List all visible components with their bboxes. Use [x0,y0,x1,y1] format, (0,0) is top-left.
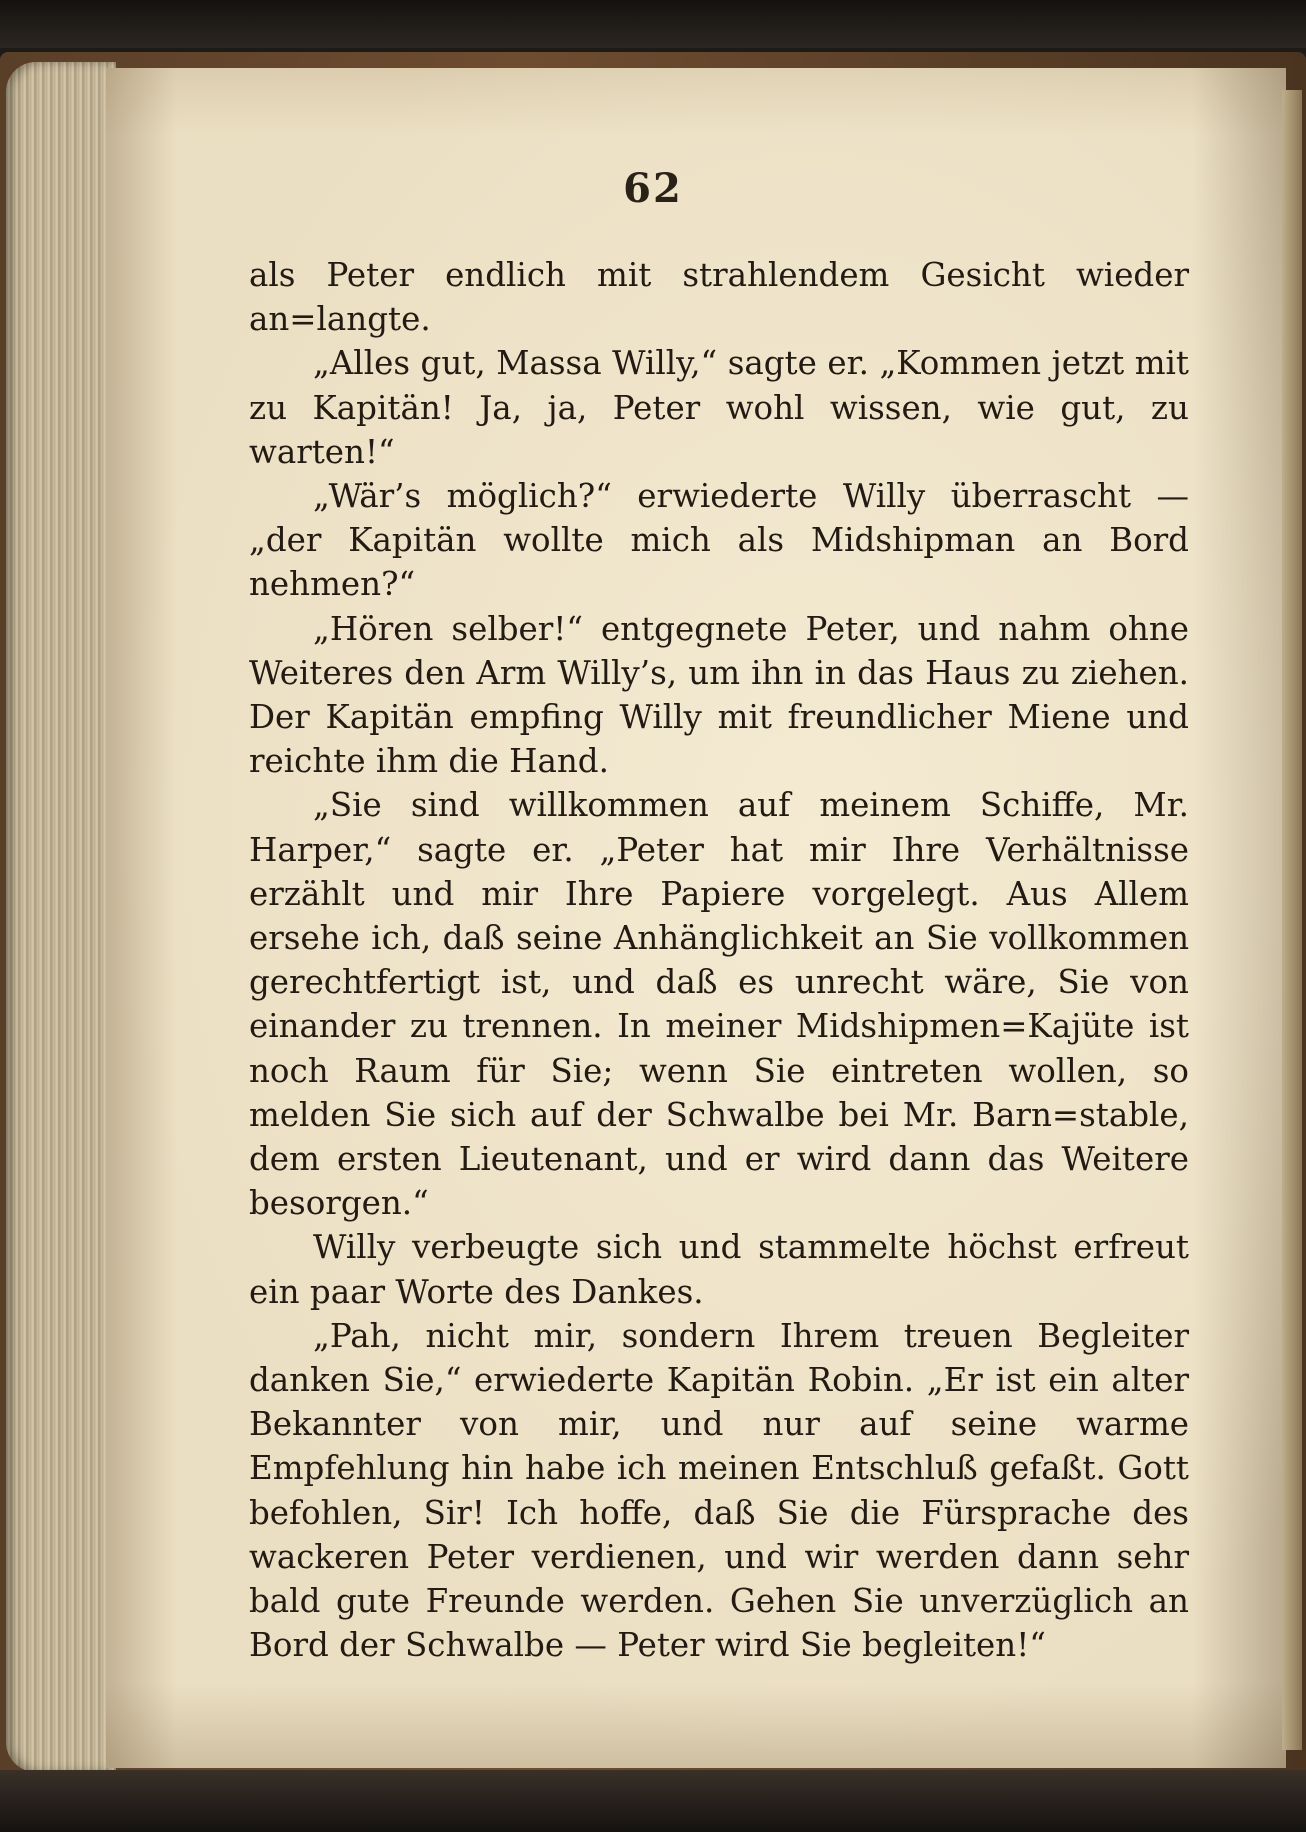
paragraph-3: „Wär’s möglich?“ erwiederte Willy überrascht — „der Kapitän wollte mich als Midshipman an Bord nehmen?“ [249,477,1189,604]
page-number: 62 [623,165,683,212]
page-stack-edge [6,62,116,1772]
paragraph-2: „Alles gut, Massa Willy,“ sagte er. „Kommen jetzt mit zu Kapitän! Ja, ja, Peter wohl wissen, wie gut, zu warten!“ [249,344,1189,471]
scan-bottom-edge [0,1770,1306,1832]
paragraph-5: „Sie sind willkommen auf meinem Schiffe, Mr. Harper,“ sagte er. „Peter hat mir Ihre Verhältnisse erzählt und mir Ihre Papiere vorgelegt. Aus Allem ersehe ich, daß seine Anhänglichkeit an Sie vollkommen gerechtfertigt ist, und daß es unrecht wäre, Sie von einander zu trennen. In meiner Midshipmen=Kajüte ist noch Raum für Sie; wenn Sie eintreten wollen, so melden Sie sich auf der Schwalbe bei Mr. Barn=stable, dem ersten Lieutenant, und er wird dann das Weitere besorgen.“ [249,786,1189,1223]
page-right-edge [1282,90,1302,1750]
paragraph-6: Willy verbeugte sich und stammelte höchst erfreut ein paar Worte des Dankes. [249,1228,1189,1311]
paragraph-4: „Hören selber!“ entgegnete Peter, und nahm ohne Weiteres den Arm Willy’s, um ihn in das Haus zu ziehen. Der Kapitän empfing Willy mit freundlicher Miene und reichte ihm die Hand. [249,609,1189,781]
paragraph-7: „Pah, nicht mir, sondern Ihrem treuen Begleiter danken Sie,“ erwiederte Kapitän Robin. „Er ist ein alter Bekannter von mir, und nur auf seine warme Empfehlung hin habe ich meinen Entschluß gefaßt. Gott befohlen, Sir! Ich hoffe, daß Sie die Fürsprache des wackeren Peter verdienen, und wir werden dann sehr bald gute Freunde werden. Gehen Sie unverzüglich an Bord der Schwalbe — Peter wird Sie begleiten!“ [249,1316,1189,1665]
paragraph-1: als Peter endlich mit strahlendem Gesicht wieder an=langte. [249,256,1189,339]
scan-top-edge [0,0,1306,48]
body-text [249,253,1189,1668]
